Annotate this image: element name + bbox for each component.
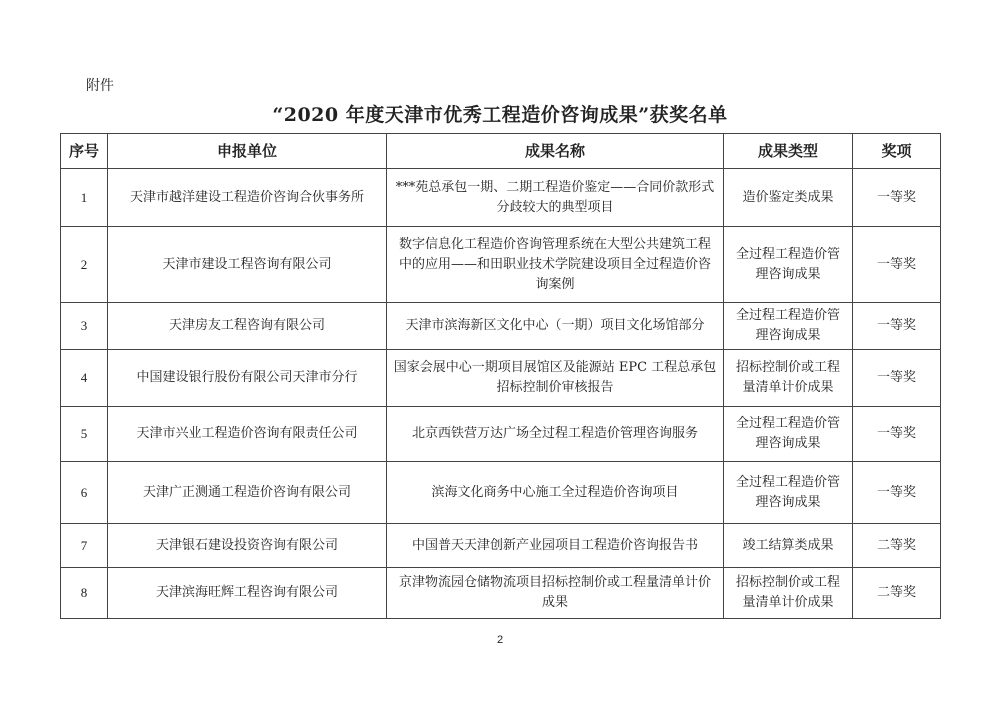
cell-name: 天津市滨海新区文化中心（一期）项目文化场馆部分 xyxy=(387,303,724,350)
table-row xyxy=(61,350,941,407)
cell-award: 一等奖 xyxy=(853,407,941,462)
cell-no: 8 xyxy=(61,568,108,619)
cell-no: 4 xyxy=(61,350,108,407)
cell-type: 造价鉴定类成果 xyxy=(724,169,853,227)
cell-unit: 天津银石建设投资咨询有限公司 xyxy=(108,524,387,568)
cell-unit: 天津市越洋建设工程造价咨询合伙事务所 xyxy=(108,169,387,227)
cell-no: 3 xyxy=(61,303,108,350)
cell-name: 中国普天天津创新产业园项目工程造价咨询报告书 xyxy=(387,524,724,568)
cell-name: 国家会展中心一期项目展馆区及能源站 EPC 工程总承包招标控制价审核报告 xyxy=(387,350,724,407)
header-no: 序号 xyxy=(61,134,108,169)
cell-type: 全过程工程造价管理咨询成果 xyxy=(724,462,853,524)
cell-type: 招标控制价或工程量清单计价成果 xyxy=(724,350,853,407)
header-award: 奖项 xyxy=(853,134,941,169)
cell-name: 数字信息化工程造价咨询管理系统在大型公共建筑工程中的应用——和田职业技术学院建设项目全过程造价咨询案例 xyxy=(387,227,724,303)
page-number: 2 xyxy=(496,634,504,646)
cell-type: 竣工结算类成果 xyxy=(724,524,853,568)
cell-award: 一等奖 xyxy=(853,350,941,407)
cell-name: 北京西铁营万达广场全过程工程造价管理咨询服务 xyxy=(387,407,724,462)
table-header-row xyxy=(61,134,941,169)
cell-type: 全过程工程造价管理咨询成果 xyxy=(724,407,853,462)
cell-no: 7 xyxy=(61,524,108,568)
award-table xyxy=(60,133,941,619)
cell-award: 一等奖 xyxy=(853,169,941,227)
cell-no: 6 xyxy=(61,462,108,524)
header-unit: 申报单位 xyxy=(108,134,387,169)
cell-name: ***苑总承包一期、二期工程造价鉴定——合同价款形式分歧较大的典型项目 xyxy=(387,169,724,227)
cell-award: 二等奖 xyxy=(853,524,941,568)
cell-award: 二等奖 xyxy=(853,568,941,619)
table-row xyxy=(61,568,941,619)
table-row xyxy=(61,303,941,350)
cell-type: 全过程工程造价管理咨询成果 xyxy=(724,303,853,350)
table-row xyxy=(61,169,941,227)
cell-unit: 天津房友工程咨询有限公司 xyxy=(108,303,387,350)
header-type: 成果类型 xyxy=(724,134,853,169)
header-name: 成果名称 xyxy=(387,134,724,169)
cell-unit: 天津市兴业工程造价咨询有限责任公司 xyxy=(108,407,387,462)
cell-award: 一等奖 xyxy=(853,303,941,350)
table-row xyxy=(61,524,941,568)
table-row xyxy=(61,227,941,303)
page-title: “2020 年度天津市优秀工程造价咨询成果”获奖名单 xyxy=(272,104,728,126)
table-row xyxy=(61,407,941,462)
cell-unit: 天津市建设工程咨询有限公司 xyxy=(108,227,387,303)
cell-unit: 天津滨海旺辉工程咨询有限公司 xyxy=(108,568,387,619)
cell-no: 1 xyxy=(61,169,108,227)
cell-no: 5 xyxy=(61,407,108,462)
cell-type: 招标控制价或工程量清单计价成果 xyxy=(724,568,853,619)
cell-name: 京津物流园仓储物流项目招标控制价或工程量清单计价成果 xyxy=(387,568,724,619)
table-row xyxy=(61,462,941,524)
cell-name: 滨海文化商务中心施工全过程造价咨询项目 xyxy=(387,462,724,524)
cell-award: 一等奖 xyxy=(853,462,941,524)
cell-no: 2 xyxy=(61,227,108,303)
cell-unit: 中国建设银行股份有限公司天津市分行 xyxy=(108,350,387,407)
cell-award: 一等奖 xyxy=(853,227,941,303)
attachment-label: 附件 xyxy=(86,78,114,94)
cell-type: 全过程工程造价管理咨询成果 xyxy=(724,227,853,303)
cell-unit: 天津广正测通工程造价咨询有限公司 xyxy=(108,462,387,524)
